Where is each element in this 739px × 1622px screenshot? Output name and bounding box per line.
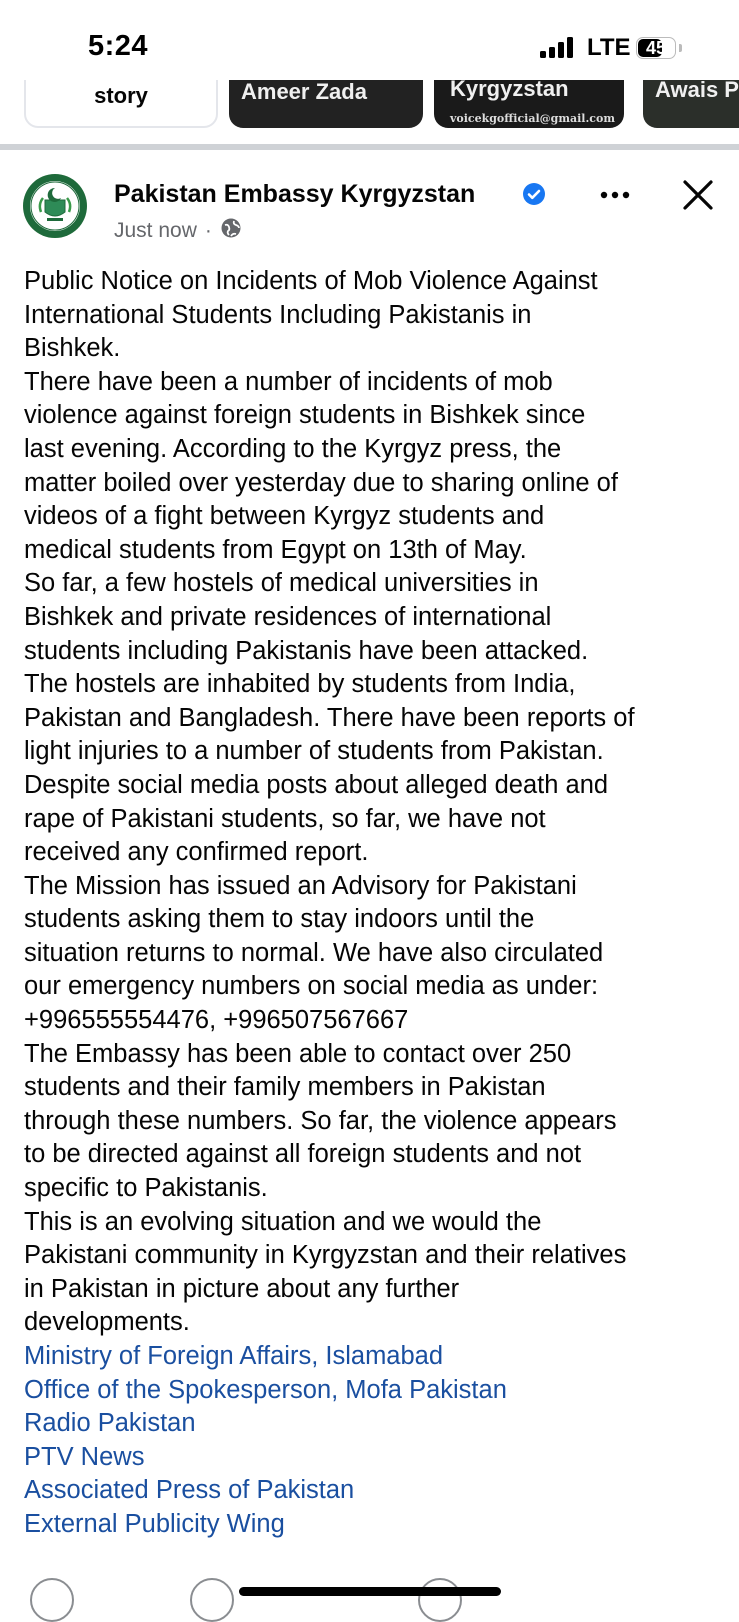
post-line: violence against foreign students in Bishkek since bbox=[24, 401, 586, 430]
post-line: rape of Pakistani students, so far, we have not bbox=[24, 804, 546, 833]
more-options-icon[interactable] bbox=[596, 180, 636, 210]
post-line: last evening. According to the Kyrgyz press, the bbox=[24, 434, 562, 463]
globe-icon bbox=[220, 217, 242, 245]
verified-badge-icon bbox=[522, 182, 546, 206]
post-line: There have been a number of incidents of mob bbox=[24, 367, 553, 396]
post-header bbox=[0, 150, 739, 250]
post-line: The hostels are inhabited by students from India, bbox=[24, 670, 576, 699]
story-email: voicekgofficial@gmail.com bbox=[450, 112, 615, 125]
post-line: light injuries to a number of students from Pakistan. bbox=[24, 737, 604, 766]
reaction-icon[interactable] bbox=[30, 1578, 74, 1622]
post-line: students including Pakistanis have been attacked. bbox=[24, 636, 589, 665]
post-line: Bishkek. bbox=[24, 334, 121, 363]
post-line: specific to Pakistanis. bbox=[24, 1174, 268, 1203]
post-line: Despite social media posts about alleged death and bbox=[24, 770, 609, 799]
post-line: situation returns to normal. We have also circulated bbox=[24, 938, 604, 967]
tag-link[interactable]: Office of the Spokesperson, Mofa Pakistan bbox=[24, 1375, 507, 1404]
post-line: Pakistani community in Kyrgyzstan and their relatives bbox=[24, 1241, 627, 1270]
post-timestamp[interactable]: Just now bbox=[114, 219, 197, 242]
post-line: medical students from Egypt on 13th of May. bbox=[24, 535, 527, 564]
home-indicator[interactable] bbox=[239, 1587, 501, 1596]
post-line: This is an evolving situation and we would the bbox=[24, 1207, 542, 1236]
meta-separator: · bbox=[204, 219, 212, 242]
post-line: through these numbers. So far, the violence appears bbox=[24, 1106, 617, 1135]
post-line: students and their family members in Pakistan bbox=[24, 1073, 546, 1102]
post-line: +996555554476, +996507567667 bbox=[24, 1006, 409, 1035]
status-bar bbox=[0, 0, 739, 80]
post-line: received any confirmed report. bbox=[24, 838, 369, 867]
story-chip[interactable]: Awais P bbox=[643, 80, 739, 128]
tag-link[interactable]: Associated Press of Pakistan bbox=[24, 1476, 355, 1505]
post-line: in Pakistan in picture about any further bbox=[24, 1274, 460, 1303]
share-icon[interactable] bbox=[418, 1578, 462, 1622]
post-line: The Mission has issued an Advisory for Pakistani bbox=[24, 871, 577, 900]
stories-strip[interactable] bbox=[0, 80, 739, 142]
post-line: Bishkek and private residences of international bbox=[24, 602, 552, 631]
post-line: videos of a fight between Kyrgyz students and bbox=[24, 502, 545, 531]
page-name[interactable]: Pakistan Embassy Kyrgyzstan bbox=[114, 180, 476, 208]
tag-link[interactable]: External Publicity Wing bbox=[24, 1509, 285, 1538]
status-time: 5:24 bbox=[88, 30, 149, 62]
post-text bbox=[24, 265, 724, 1542]
network-type: LTE bbox=[587, 34, 631, 61]
post-line: to be directed against all foreign students and not bbox=[24, 1140, 582, 1169]
post-line: So far, a few hostels of medical universities in bbox=[24, 569, 539, 598]
post-line: matter boiled over yesterday due to sharing online of bbox=[24, 468, 618, 497]
tag-link[interactable]: PTV News bbox=[24, 1442, 145, 1471]
story-chip[interactable]: Kyrgyzstan voicekgofficial@gmail.com bbox=[434, 80, 624, 128]
tag-link[interactable]: Radio Pakistan bbox=[24, 1409, 196, 1438]
close-icon[interactable] bbox=[679, 176, 717, 214]
comment-icon[interactable] bbox=[190, 1578, 234, 1622]
story-chip[interactable]: Ameer Zada bbox=[229, 80, 423, 128]
post-line: developments. bbox=[24, 1308, 190, 1337]
post-line: Public Notice on Incidents of Mob Violence Against bbox=[24, 267, 598, 295]
post-line: Pakistan and Bangladesh. There have been reports of bbox=[24, 703, 635, 732]
avatar[interactable] bbox=[23, 174, 87, 238]
signal-icon bbox=[540, 36, 578, 58]
post-meta bbox=[114, 217, 242, 245]
story-chip[interactable]: story bbox=[24, 80, 218, 128]
post-line: our emergency numbers on social media as under: bbox=[24, 972, 599, 1001]
post-line: students asking them to stay indoors until the bbox=[24, 905, 535, 934]
post-line: The Embassy has been able to contact over 250 bbox=[24, 1039, 572, 1068]
battery-level: 45 bbox=[645, 38, 667, 58]
tag-link[interactable]: Ministry of Foreign Affairs, Islamabad bbox=[24, 1342, 444, 1370]
post-line: International Students Including Pakistanis in bbox=[24, 300, 532, 329]
